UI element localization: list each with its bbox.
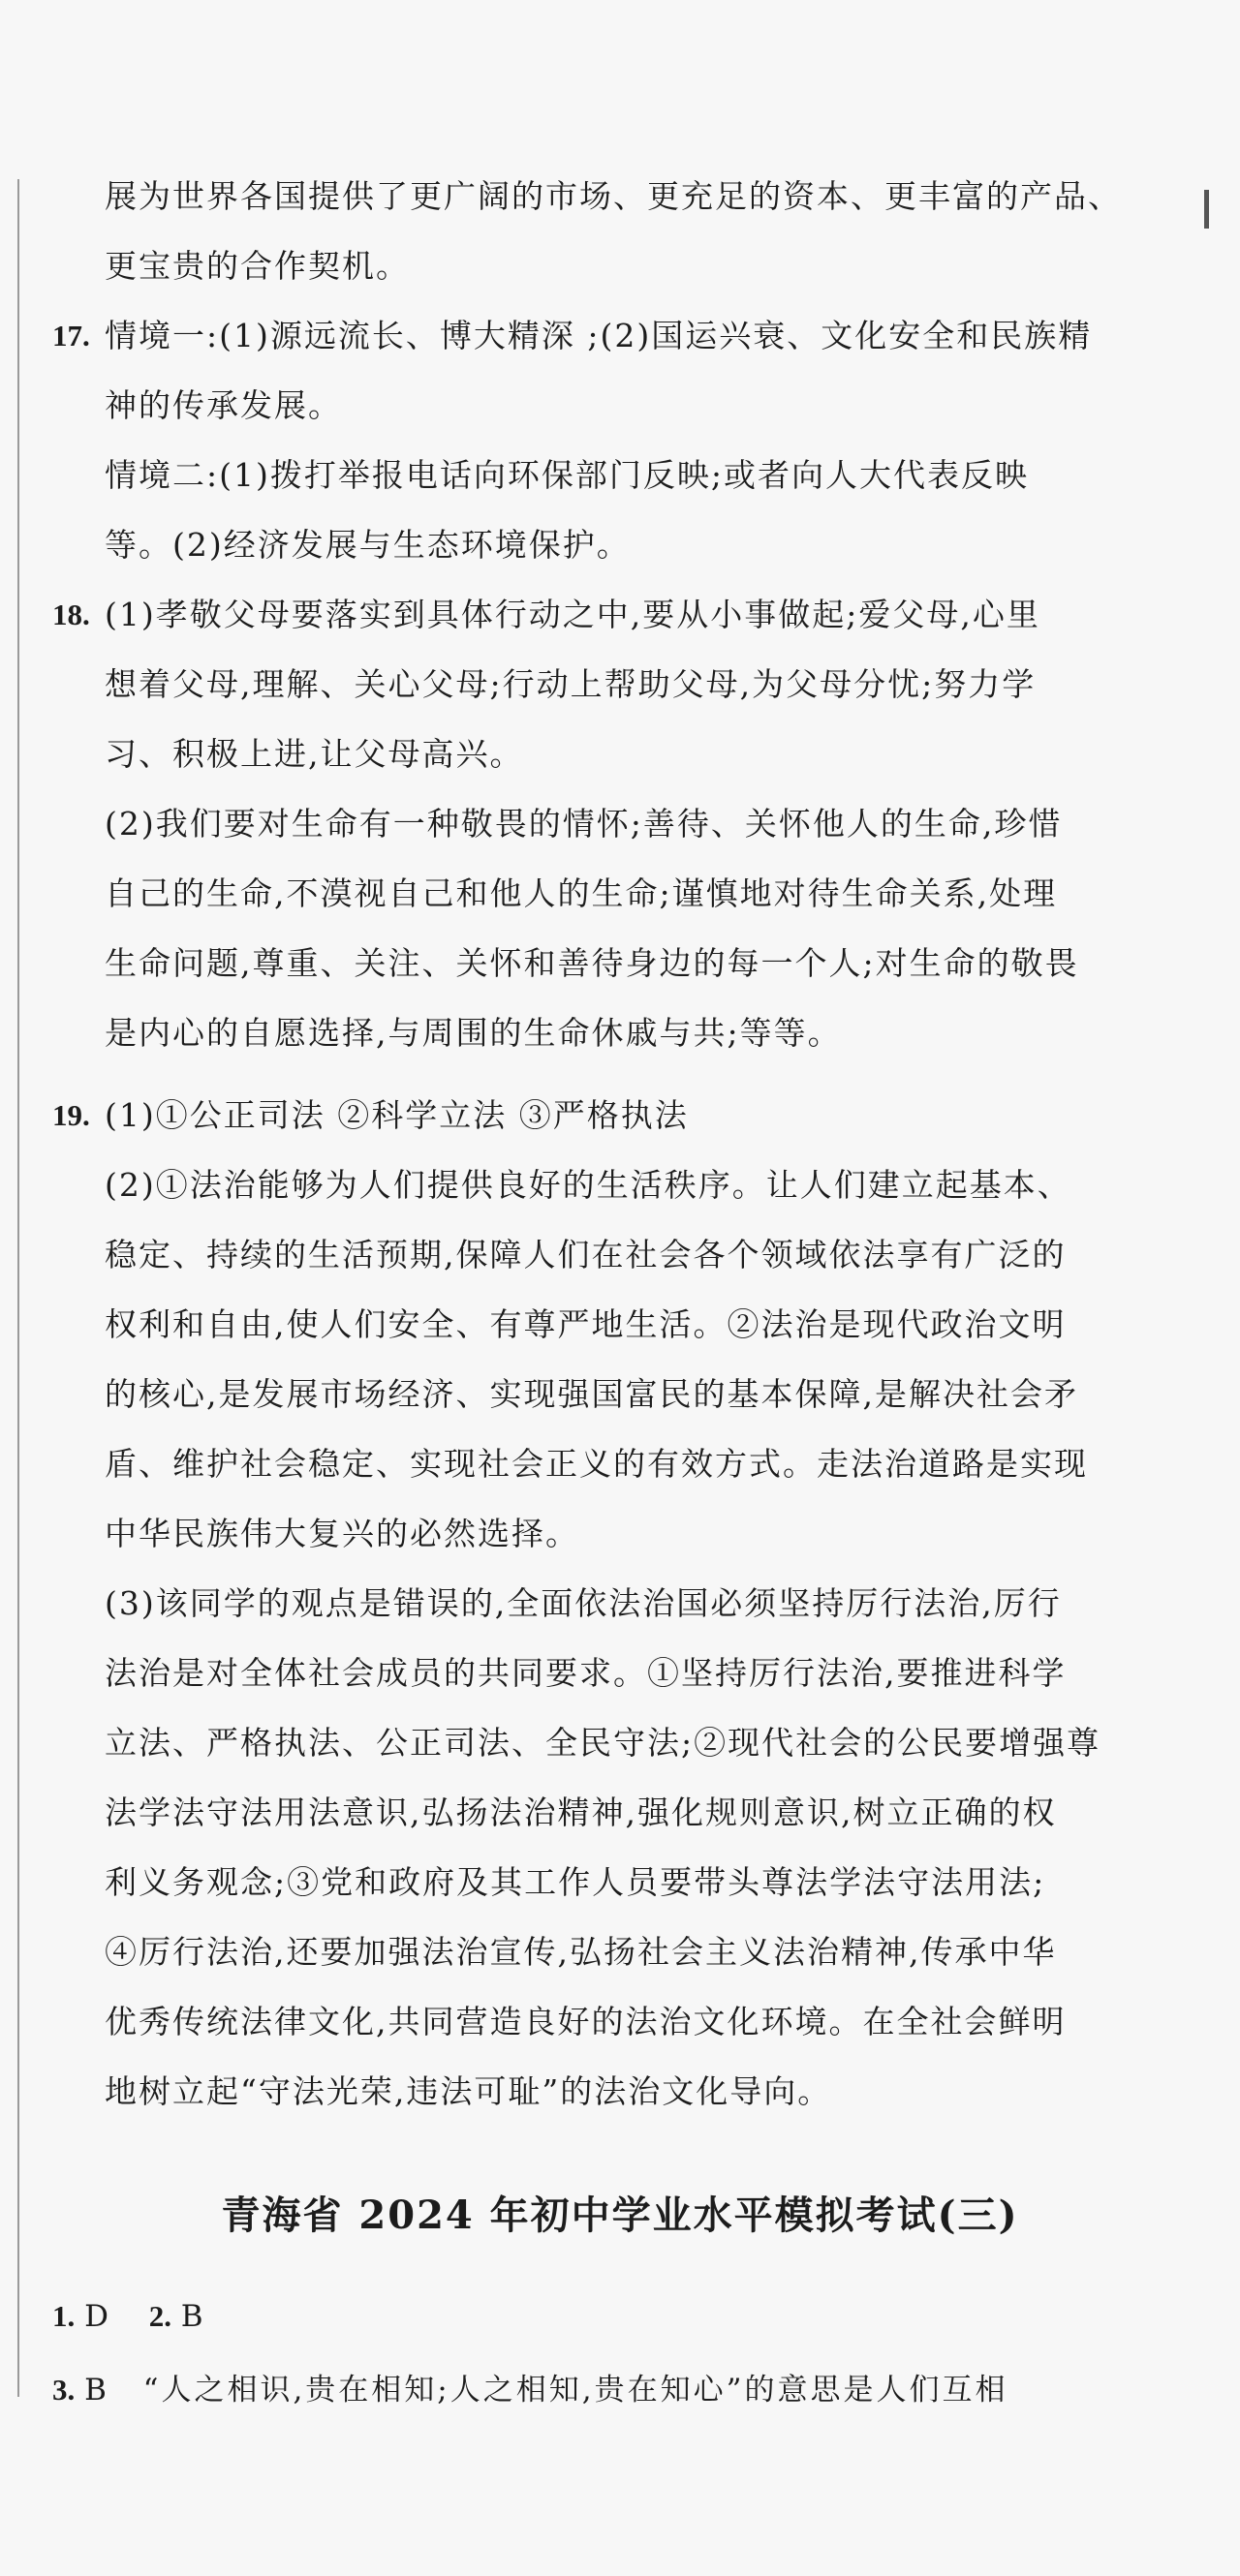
q16-line-1: 展为世界各国提供了更广阔的市场、更充足的资本、更丰富的产品、	[105, 177, 1122, 215]
q19-line-9: 法治是对全体社会成员的共同要求。①坚持厉行法治,要推进科学	[105, 1654, 1067, 1692]
q18-line-4: (2)我们要对生命有一种敬畏的情怀;善待、关怀他人的生命,珍惜	[105, 805, 1063, 843]
q19-line-11: 法学法守法用法意识,弘扬法治精神,强化规则意识,树立正确的权	[105, 1794, 1057, 1831]
answer-1-number: 1.	[52, 2299, 76, 2333]
answer-1-value: D	[84, 2299, 108, 2334]
q17-line-2: 神的传承发展。	[105, 386, 342, 424]
answer-3-value: B	[84, 2373, 107, 2407]
binding-margin-line	[17, 179, 19, 2397]
answers-row-1	[52, 2295, 203, 2338]
q16-line-2: 更宝贵的合作契机。	[105, 247, 410, 285]
q17-line-1: 情境一:(1)源远流长、博大精深 ;(2)国运兴衰、文化安全和民族精	[105, 317, 1093, 354]
q19-line-15: 地树立起“守法光荣,违法可耻”的法治文化导向。	[105, 2072, 832, 2110]
answer-3-number: 3.	[52, 2373, 76, 2407]
q19-line-2: (2)①法治能够为人们提供良好的生活秩序。让人们建立起基本、	[105, 1166, 1071, 1204]
q19-line-3: 稳定、持续的生活预期,保障人们在社会各个领域依法享有广泛的	[105, 1236, 1067, 1273]
q18-line-2: 想着父母,理解、关心父母;行动上帮助父母,为父母分忧;努力学	[105, 665, 1037, 703]
answer-2-value: B	[180, 2299, 203, 2334]
q18-line-6: 生命问题,尊重、关注、关怀和善待身边的每一个人;对生命的敬畏	[105, 944, 1079, 982]
q19-line-10: 立法、严格执法、公正司法、全民守法;②现代社会的公民要增强尊	[105, 1724, 1101, 1762]
section-title: 青海省 2024 年初中学业水平模拟考试(三)	[221, 2193, 1019, 2238]
q19-line-5: 的核心,是发展市场经济、实现强国富民的基本保障,是解决社会矛	[105, 1375, 1078, 1413]
q18-number: 18.	[52, 598, 90, 631]
q19-line-6: 盾、维护社会稳定、实现社会正义的有效方式。走法治道路是实现	[105, 1445, 1088, 1483]
q19-number: 19.	[52, 1098, 90, 1132]
q17-line-3: 情境二:(1)拨打举报电话向环保部门反映;或者向人大代表反映	[105, 456, 1029, 494]
answer-3-explanation: “人之相识,贵在相知;人之相知,贵在知心”的意思是人们互相	[142, 2373, 1008, 2407]
answers-row-3	[52, 2369, 1008, 2411]
q19-line-13: ④厉行法治,还要加强法治宣传,弘扬社会主义法治精神,传承中华	[105, 1933, 1057, 1971]
q18-line-1: (1)孝敬父母要落实到具体行动之中,要从小事做起;爱父母,心里	[105, 596, 1040, 633]
q19-line-14: 优秀传统法律文化,共同营造良好的法治文化环境。在全社会鲜明	[105, 2003, 1067, 2040]
q17-line-4: 等。(2)经济发展与生态环境保护。	[105, 526, 631, 564]
q17-number: 17.	[52, 319, 90, 353]
q18-line-7: 是内心的自愿选择,与周围的生命休戚与共;等等。	[105, 1014, 842, 1052]
q19-line-12: 利义务观念;③党和政府及其工作人员要带头尊法学法守法用法;	[105, 1863, 1046, 1901]
answer-2-number: 2.	[148, 2299, 171, 2333]
edge-mark	[1204, 190, 1209, 229]
q19-line-1: (1)①公正司法 ②科学立法 ③严格执法	[105, 1096, 689, 1134]
q19-line-7: 中华民族伟大复兴的必然选择。	[105, 1515, 579, 1552]
q19-line-8: (3)该同学的观点是错误的,全面依法治国必须坚持厉行法治,厉行	[105, 1584, 1062, 1622]
q18-line-3: 习、积极上进,让父母高兴。	[105, 735, 524, 773]
q19-line-4: 权利和自由,使人们安全、有尊严地生活。②法治是现代政治文明	[105, 1305, 1067, 1343]
q18-line-5: 自己的生命,不漠视自己和他人的生命;谨慎地对待生命关系,处理	[105, 874, 1058, 912]
